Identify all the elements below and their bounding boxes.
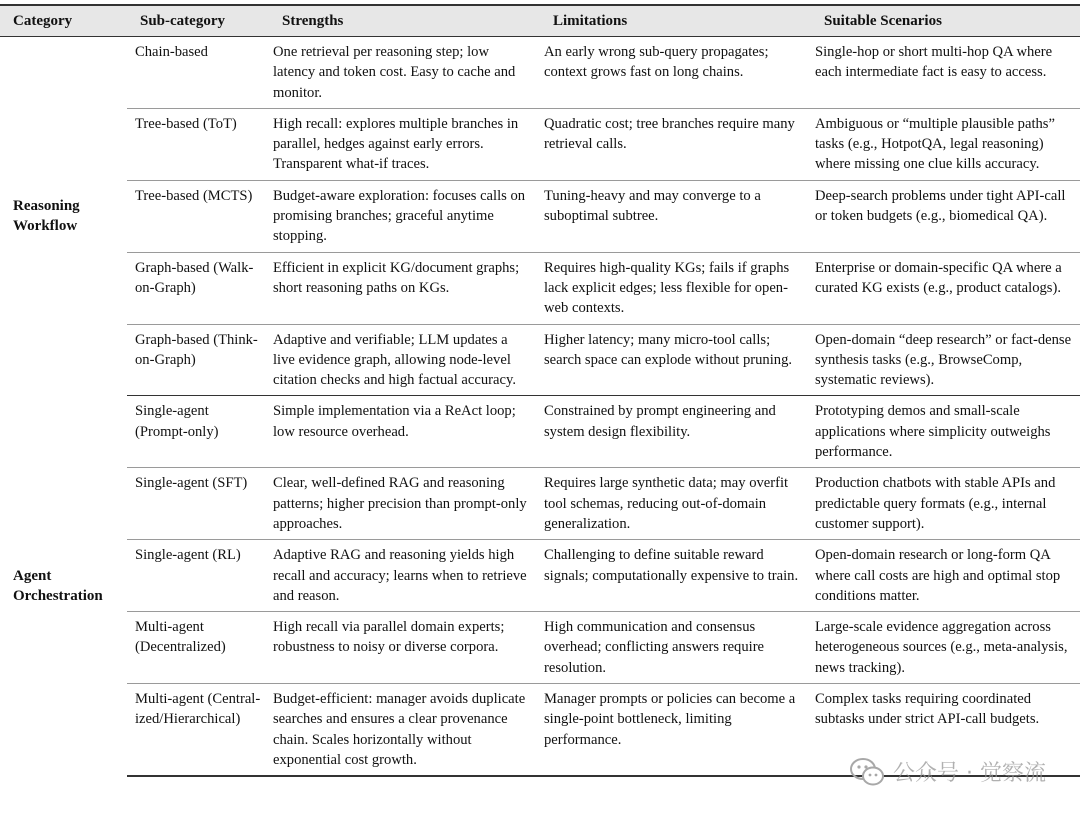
category-cell: Agent Orchestration bbox=[13, 568, 103, 605]
limitations-cell: An early wrong sub-query propagates; context grows fast on long chains. bbox=[540, 37, 811, 109]
sub-category-cell: Graph-based (Walk-on-Graph) bbox=[127, 252, 269, 324]
limitations-cell: Quadratic cost; tree branches require many retrieval calls. bbox=[540, 108, 811, 180]
limitations-cell: Manager prompts or policies can become a single-point bottleneck, limiting performance. bbox=[540, 684, 811, 777]
table-row bbox=[0, 612, 1080, 684]
watermark bbox=[849, 756, 1046, 787]
header-sub-category: Sub-category bbox=[127, 5, 269, 37]
scenarios-cell: Large-scale evidence aggregation across heterogeneous sources (e.g., meta-analysis, news tracking). bbox=[811, 612, 1080, 684]
limitations-cell: High communication and consensus overhead; conflicting answers require resolution. bbox=[540, 612, 811, 684]
scenarios-cell: Open-domain research or long-form QA where call costs are high and optimal stop conditions matter. bbox=[811, 540, 1080, 612]
table-row bbox=[0, 180, 1080, 252]
table-row bbox=[0, 396, 1080, 468]
sub-category-cell: Single-agent (RL) bbox=[127, 540, 269, 612]
strengths-cell: One retrieval per reasoning step; low latency and token cost. Easy to cache and monitor. bbox=[269, 37, 540, 109]
sub-category-cell: Single-agent (SFT) bbox=[127, 468, 269, 540]
table-row bbox=[0, 108, 1080, 180]
strengths-cell: Budget-efficient: manager avoids duplicate searches and ensures a clear provenance chain. Scales horizontally without exponential cost growth. bbox=[269, 684, 540, 777]
limitations-cell: Requires high-quality KGs; fails if graphs lack explicit edges; less flexible for open-web contexts. bbox=[540, 252, 811, 324]
strengths-cell: Clear, well-defined RAG and reasoning patterns; higher precision than prompt-only approaches. bbox=[269, 468, 540, 540]
sub-category-cell: Chain-based bbox=[127, 37, 269, 109]
sub-category-cell: Graph-based (Think-on-Graph) bbox=[127, 324, 269, 396]
scenarios-cell: Prototyping demos and small-scale applications where simplicity outweighs performance. bbox=[811, 396, 1080, 468]
strengths-cell: Simple implementation via a ReAct loop; low resource overhead. bbox=[269, 396, 540, 468]
scenarios-cell: Complex tasks requiring coordinated subtasks under strict API-call budgets. bbox=[811, 684, 1080, 777]
table-row bbox=[0, 324, 1080, 396]
scenarios-cell: Single-hop or short multi-hop QA where each intermediate fact is easy to access. bbox=[811, 37, 1080, 109]
table-row bbox=[0, 540, 1080, 612]
header-suitable-scenarios: Suitable Scenarios bbox=[811, 5, 1080, 37]
limitations-cell: Constrained by prompt engineering and system design flexibility. bbox=[540, 396, 811, 468]
comparison-table bbox=[0, 4, 1080, 777]
sub-category-cell: Multi-agent (Decentralized) bbox=[127, 612, 269, 684]
limitations-cell: Higher latency; many micro-tool calls; search space can explode without pruning. bbox=[540, 324, 811, 396]
header-limitations: Limitations bbox=[540, 5, 811, 37]
sub-category-cell: Single-agent (Prompt-only) bbox=[127, 396, 269, 468]
sub-category-cell: Multi-agent (Central-ized/Hierarchical) bbox=[127, 684, 269, 777]
scenarios-cell: Enterprise or domain-specific QA where a curated KG exists (e.g., product catalogs). bbox=[811, 252, 1080, 324]
limitations-cell: Tuning-heavy and may converge to a suboptimal subtree. bbox=[540, 180, 811, 252]
scenarios-cell: Ambiguous or “multiple plausible paths” tasks (e.g., HotpotQA, legal reasoning) where missing one clue kills accuracy. bbox=[811, 108, 1080, 180]
strengths-cell: High recall: explores multiple branches in parallel, hedges against early errors. Transparent what-if traces. bbox=[269, 108, 540, 180]
category-cell: Reasoning Workflow bbox=[13, 198, 80, 235]
strengths-cell: High recall via parallel domain experts; robustness to noisy or diverse corpora. bbox=[269, 612, 540, 684]
table-row bbox=[0, 37, 1080, 109]
strengths-cell: Budget-aware exploration: focuses calls on promising branches; graceful anytime stopping. bbox=[269, 180, 540, 252]
strengths-cell: Efficient in explicit KG/document graphs; short reasoning paths on KGs. bbox=[269, 252, 540, 324]
table-row bbox=[0, 252, 1080, 324]
header-row bbox=[0, 5, 1080, 37]
header-category: Category bbox=[0, 5, 127, 37]
table-body bbox=[0, 37, 1080, 777]
scenarios-cell: Deep-search problems under tight API-call or token budgets (e.g., biomedical QA). bbox=[811, 180, 1080, 252]
sub-category-cell: Tree-based (ToT) bbox=[127, 108, 269, 180]
sub-category-cell: Tree-based (MCTS) bbox=[127, 180, 269, 252]
limitations-cell: Challenging to define suitable reward signals; computationally expensive to train. bbox=[540, 540, 811, 612]
scenarios-cell: Production chatbots with stable APIs and predictable query formats (e.g., internal customer support). bbox=[811, 468, 1080, 540]
scenarios-cell: Open-domain “deep research” or fact-dense synthesis tasks (e.g., BrowseComp, systematic reviews). bbox=[811, 324, 1080, 396]
header-strengths: Strengths bbox=[269, 5, 540, 37]
wechat-icon bbox=[849, 757, 885, 787]
watermark-text: 公众号 · 觉察流 bbox=[893, 761, 1046, 786]
strengths-cell: Adaptive RAG and reasoning yields high recall and accuracy; learns when to retrieve and reason. bbox=[269, 540, 540, 612]
strengths-cell: Adaptive and verifiable; LLM updates a live evidence graph, allowing node-level citation checks and high factual accuracy. bbox=[269, 324, 540, 396]
limitations-cell: Requires large synthetic data; may overfit tool schemas, reducing out-of-domain generalization. bbox=[540, 468, 811, 540]
table-row bbox=[0, 468, 1080, 540]
